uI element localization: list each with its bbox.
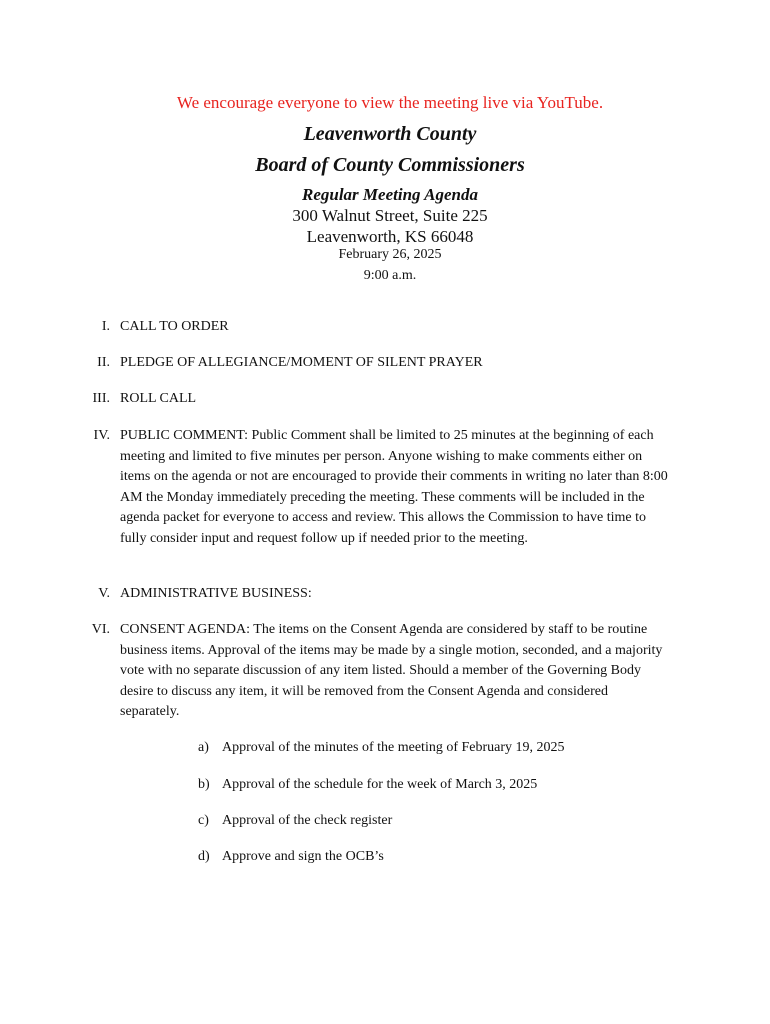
consent-item-text: Approval of the schedule for the week of March 3, 2025: [222, 777, 538, 792]
board-title: Board of County Commissioners: [255, 154, 525, 176]
item-number: I.: [101, 319, 110, 334]
consent-item-letter: c): [198, 813, 209, 828]
item-text: ROLL CALL: [120, 391, 197, 406]
consent-item-text: Approval of the check register: [222, 813, 393, 828]
item-text: PUBLIC COMMENT: Public Comment shall be limited to 25 minutes at the beginning of each meeting and limited to five minutes per person. Anyone wishing to make comments either on items on the agenda or not are encouraged to provide their comments in writing no later than 8:00 AM the Monday immediately preceding the meeting. These comments will be included in the agenda packet for everyone to access and review. This allows the Commission to have time to fully consider input and request follow up if needed prior to the meeting.: [120, 428, 668, 546]
consent-item-text: Approval of the minutes of the meeting of February 19, 2025: [222, 740, 565, 755]
address-line-1: 300 Walnut Street, Suite 225: [292, 206, 488, 225]
meeting-time: 9:00 a.m.: [363, 268, 417, 283]
item-number: VI.: [91, 622, 110, 637]
county-title: Leavenworth County: [303, 123, 477, 145]
agenda-title: Regular Meeting Agenda: [302, 185, 478, 204]
item-text: ADMINISTRATIVE BUSINESS:: [120, 586, 312, 601]
consent-item-letter: d): [198, 849, 210, 864]
youtube-notice: We encourage everyone to view the meeting live via YouTube.: [176, 93, 604, 112]
item-number: V.: [98, 586, 110, 601]
consent-item-letter: b): [198, 777, 210, 792]
item-text: CALL TO ORDER: [120, 319, 229, 334]
address-line-2: Leavenworth, KS 66048: [306, 227, 474, 246]
item-number: IV.: [93, 428, 110, 443]
item-number: III.: [92, 391, 110, 406]
consent-item-text: Approve and sign the OCB’s: [222, 849, 384, 864]
meeting-date: February 26, 2025: [338, 247, 442, 262]
item-text: CONSENT AGENDA: The items on the Consent Agenda are considered by staff to be routine business items. Approval of the items may be made by a single motion, seconded, and a majority vote with no separate discussion of any item listed. Should a member of the Governing Body desire to discuss any item, it will be removed from the Consent Agenda and considered separately.: [120, 622, 663, 719]
consent-item-letter: a): [198, 740, 209, 755]
item-number: II.: [97, 355, 110, 370]
item-text: PLEDGE OF ALLEGIANCE/MOMENT OF SILENT PRAYER: [120, 355, 483, 370]
